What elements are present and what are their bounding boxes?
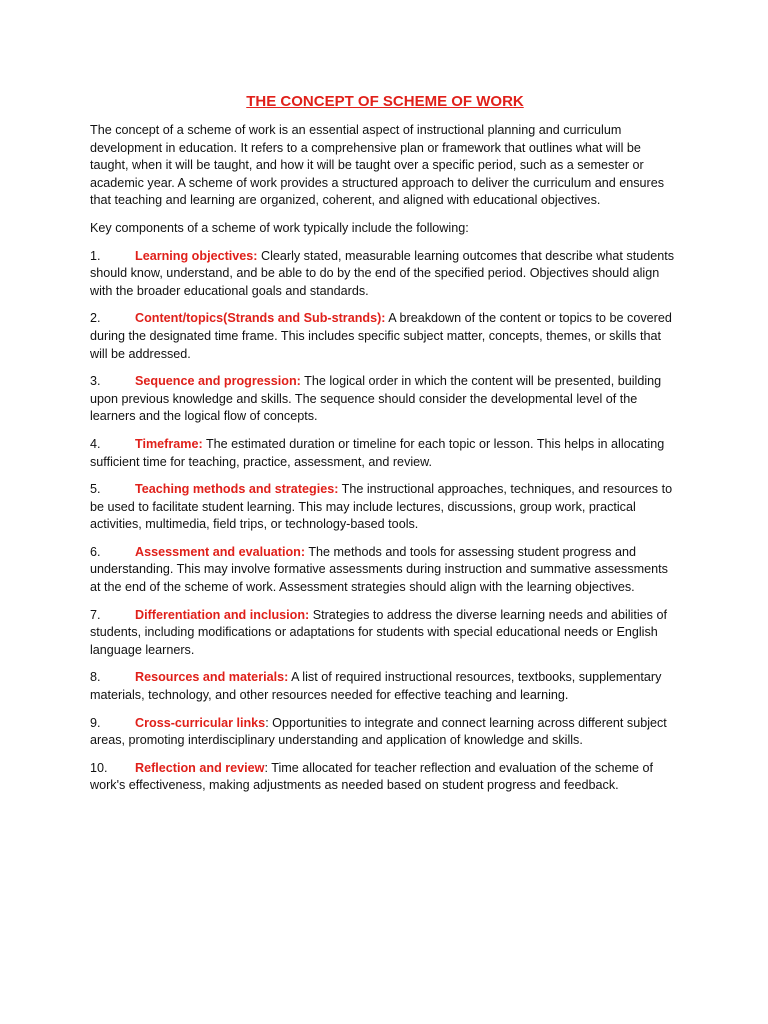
item-text: Strategies to address the diverse learning needs and abilities of students, including modifications or adaptations for students with special educational needs or English language learners.: [90, 607, 667, 657]
item-number: 6.: [90, 544, 101, 559]
item-text: The logical order in which the content will be presented, building upon previous knowledge and skills. The sequence should consider the developmental level of the learners and the logical flow of concepts.: [90, 374, 662, 424]
item-number: 3.: [90, 374, 101, 389]
item-number: 2.: [90, 311, 101, 326]
list-item: [90, 436, 680, 471]
lead-paragraph: Key components of a scheme of work typically include the following:: [90, 220, 469, 235]
list-item: [90, 607, 680, 660]
item-term: Cross-curricular links: [135, 715, 266, 730]
item-text: : Time allocated for teacher reflection and evaluation of the scheme of work's effectiveness, making adjustments as needed based on student progress and feedback.: [90, 760, 654, 793]
item-text: The instructional approaches, techniques, and resources to be used to facilitate student learning. This may include lectures, discussions, group work, practical activities, multimedia, field trips, or technology-based tools.: [90, 482, 673, 532]
list-item: [90, 248, 680, 301]
item-term: Resources and materials:: [135, 670, 289, 685]
list-item: [90, 544, 680, 597]
item-term: Content/topics(Strands and Sub-strands):: [135, 311, 386, 326]
list-item: [90, 373, 680, 426]
item-term: Assessment and evaluation:: [135, 544, 306, 559]
item-text: : Opportunities to integrate and connect learning across different subject areas, promoting interdisciplinary understanding and application of knowledge and skills.: [90, 715, 667, 748]
item-number: 10.: [90, 760, 108, 775]
list-item: [90, 715, 680, 750]
item-term: Timeframe:: [135, 436, 203, 451]
item-text: A list of required instructional resources, textbooks, supplementary materials, technology, and other resources needed for effective teaching and learning.: [90, 670, 662, 703]
components-list: [90, 248, 680, 795]
item-number: 8.: [90, 670, 101, 685]
list-item: [90, 669, 680, 704]
intro-paragraph: The concept of a scheme of work is an essential aspect of instructional planning and curriculum development in education. It refers to a comprehensive plan or framework that outlines what will be taught, when it will be taught, and how it will be taught over a specific period, such as a semester or academic year. A scheme of work provides a structured approach to deliver the curriculum and ensures that teaching and learning are organized, coherent, and aligned with educational objectives.: [90, 123, 665, 208]
item-number: 4.: [90, 436, 101, 451]
item-number: 7.: [90, 607, 101, 622]
item-term: Learning objectives:: [135, 248, 258, 263]
item-term: Teaching methods and strategies:: [135, 482, 339, 497]
item-text: A breakdown of the content or topics to be covered during the designated time frame. This includes specific subject matter, concepts, themes, or skills that will be addressed.: [90, 311, 672, 361]
item-term: Sequence and progression:: [135, 374, 301, 389]
item-number: 5.: [90, 482, 101, 497]
item-number: 1.: [90, 248, 101, 263]
document-page: [90, 93, 680, 805]
document-title: THE CONCEPT OF SCHEME OF WORK: [246, 93, 524, 110]
item-text: Clearly stated, measurable learning outcomes that describe what students should know, understand, and be able to do by the end of the specified period. Objectives should align with the broader educational goals and standards.: [90, 248, 675, 298]
item-number: 9.: [90, 715, 101, 730]
list-item: [90, 481, 680, 534]
item-term: Differentiation and inclusion:: [135, 607, 310, 622]
list-item: [90, 760, 680, 795]
list-item: [90, 310, 680, 363]
item-text: The methods and tools for assessing student progress and understanding. This may involve formative assessments during instruction and summative assessments at the end of the scheme of work. Assessment strategies should align with the learning objectives.: [90, 544, 668, 595]
item-text: The estimated duration or timeline for each topic or lesson. This helps in allocating sufficient time for teaching, practice, assessment, and review.: [90, 436, 665, 469]
item-term: Reflection and review: [135, 760, 265, 775]
